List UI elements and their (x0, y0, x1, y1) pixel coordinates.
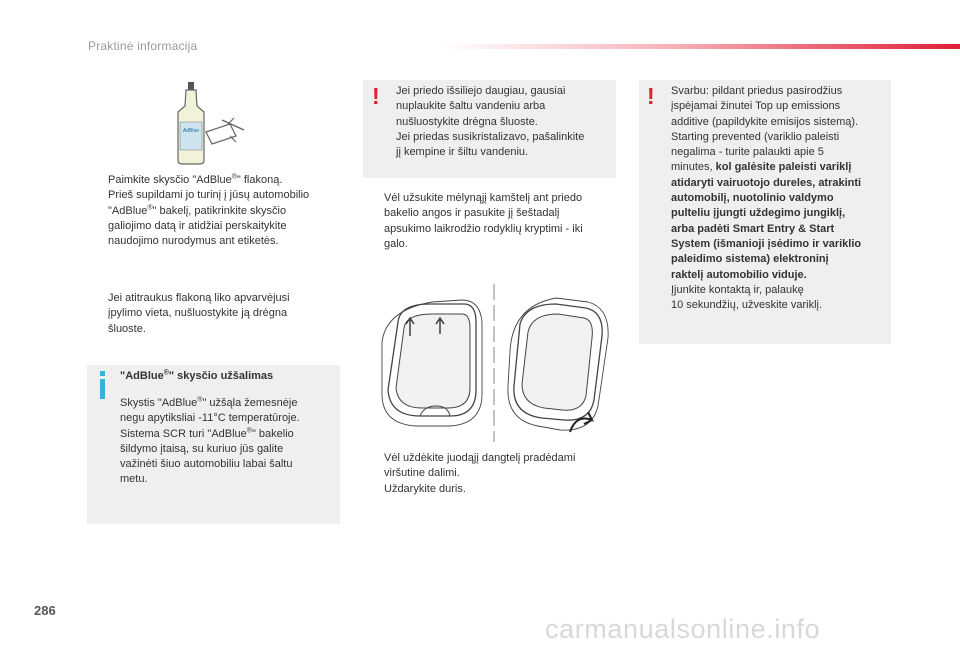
warning-icon: ! (647, 83, 655, 109)
header-accent-line (440, 44, 960, 49)
cover-left (382, 300, 482, 426)
nozzle-outline (206, 124, 236, 144)
info-title-a: "AdBlue (120, 370, 164, 382)
registered-mark: ® (147, 203, 153, 211)
warn3-line4: Starting prevented (variklio paleisti (671, 130, 840, 143)
step2-line3: šluoste. (108, 322, 146, 335)
step1-line4: galiojimo datą ir atidžiai perskaitykite (108, 219, 287, 232)
step1-line3a: "AdBlue (108, 204, 148, 217)
step1-line3b: " bakelį, patikrinkite skysčio (152, 204, 287, 217)
info-line6: metu. (120, 473, 148, 486)
step-refit-cover (364, 451, 616, 497)
registered-mark: ® (197, 396, 203, 404)
bottle-label-text: AdBlue (182, 128, 200, 134)
registered-mark: ® (163, 369, 169, 377)
info-icon-dot (100, 371, 105, 376)
warning-spill-text (396, 84, 610, 160)
warn2-line3: nušluostykite drėgna šluoste. (396, 115, 538, 128)
info-line3b: " bakelio (251, 427, 294, 440)
warn3-bold-1: kol galėsite paleisti variklį (715, 161, 852, 174)
step4-line2: viršutine dalimi. (384, 467, 460, 480)
info-line5: važinėti šiuo automobiliu labai šaltu (120, 458, 293, 471)
step3-line4: galo. (384, 237, 408, 250)
step-wipe-spill (88, 291, 348, 337)
warning-restart-text (671, 84, 886, 313)
adblue-bottle-illustration (170, 80, 252, 166)
step1-line1b: " flakoną. (236, 174, 283, 186)
bullet-icon (88, 173, 108, 249)
info-box-title (120, 370, 273, 382)
step3-line3: apsukimo laikrodžio rodyklių kryptimi - iki (384, 222, 583, 235)
warn3-line1: Svarbu: pildant priedus pasirodžius (671, 85, 843, 97)
step2-line2: įpylimo vieta, nušluostykite ją drėgna (108, 307, 288, 320)
registered-mark: ® (231, 173, 237, 181)
warn3-line6a: minutes, (671, 161, 716, 174)
warn3-bold-8: raktelį automobilio viduje. (671, 268, 807, 281)
step-take-bottle (88, 173, 348, 249)
bullet-icon (364, 191, 384, 252)
cover-right (508, 298, 608, 432)
step1-line1a: Paimkite skysčio "AdBlue (108, 174, 232, 186)
section-title: Praktinė informacija (88, 39, 198, 53)
step1-line5: naudojimo nurodymus ant etiketės. (108, 235, 279, 248)
warn3-line-end2: 10 sekundžių, užveskite variklį. (671, 299, 823, 312)
warning-icon: ! (372, 83, 380, 109)
step4-line1: Vėl uždėkite juodąjį dangtelį pradėdami (384, 452, 576, 464)
warn3-line-end1: Įjunkite kontaktą ir, palaukę (671, 283, 804, 296)
warn3-bold-2: atidaryti vairuotojo dureles, atrakinti (671, 176, 862, 189)
step3-line2: bakelio angos ir pasukite jį šeštadalį (384, 207, 560, 220)
step5-line1: Uždarykite duris. (384, 482, 466, 495)
warn2-line4: Jei priedas susikristalizavo, pašalinkite (396, 130, 585, 143)
warn3-line5: negalima - turite palaukti apie 5 (671, 146, 824, 159)
info-title-b: " skysčio užšalimas (168, 370, 274, 382)
warn3-line2: įspėjamai žinutei Top up emissions (671, 100, 841, 113)
watermark-text: carmanualsonline.info (545, 614, 821, 644)
warn2-line5: jį kempine ir šiltu vandeniu. (396, 146, 529, 159)
cover-refit-illustration (380, 282, 612, 444)
info-line1a: Skystis "AdBlue (120, 397, 198, 409)
info-line2: negu apytiksliai -11°C temperatūroje. (120, 412, 300, 425)
step3-line1: Vėl užsukite mėlynąjį kamštelį ant priedo (384, 192, 583, 204)
page-number: 286 (34, 603, 56, 618)
step-screw-cap (364, 191, 616, 252)
info-icon (100, 379, 105, 399)
bottle-cap (188, 82, 194, 90)
registered-mark: ® (246, 426, 252, 434)
info-box-body (120, 396, 332, 488)
warn3-bold-4: pulteliu įjungti uždegimo jungiklį, (671, 207, 846, 220)
warn2-line1: Jei priedo išsiliejo daugiau, gausiai (396, 85, 566, 97)
warn3-bold-5: arba padėti Smart Entry & Start (671, 222, 835, 235)
bullet-icon (364, 451, 384, 482)
warn3-line3: additive (papildykite emisijos sistemą). (671, 115, 859, 128)
bottle-label (180, 122, 202, 150)
warn3-bold-7: paleidimo sistema) elektroninį (671, 253, 829, 266)
bullet-icon (88, 291, 108, 337)
info-line1b: " užšąla žemesnėje (202, 397, 298, 409)
warn2-line2: nuplaukite šaltu vandeniu arba (396, 100, 546, 113)
warn3-bold-6: System (išmanioji įsėdimo ir variklio (671, 237, 862, 250)
info-line3a: Sistema SCR turi "AdBlue (120, 427, 247, 440)
step2-line1: Jei atitraukus flakoną liko apvarvėjusi (108, 292, 290, 304)
bullet-icon (364, 482, 384, 497)
warn3-bold-3: automobilį, nuotolinio valdymo (671, 192, 834, 205)
step1-line2: Prieš supildami jo turinį į jūsų automobilio (108, 189, 310, 202)
info-line4: šildymo įtaisą, su kuriuo jūs galite (120, 442, 284, 455)
